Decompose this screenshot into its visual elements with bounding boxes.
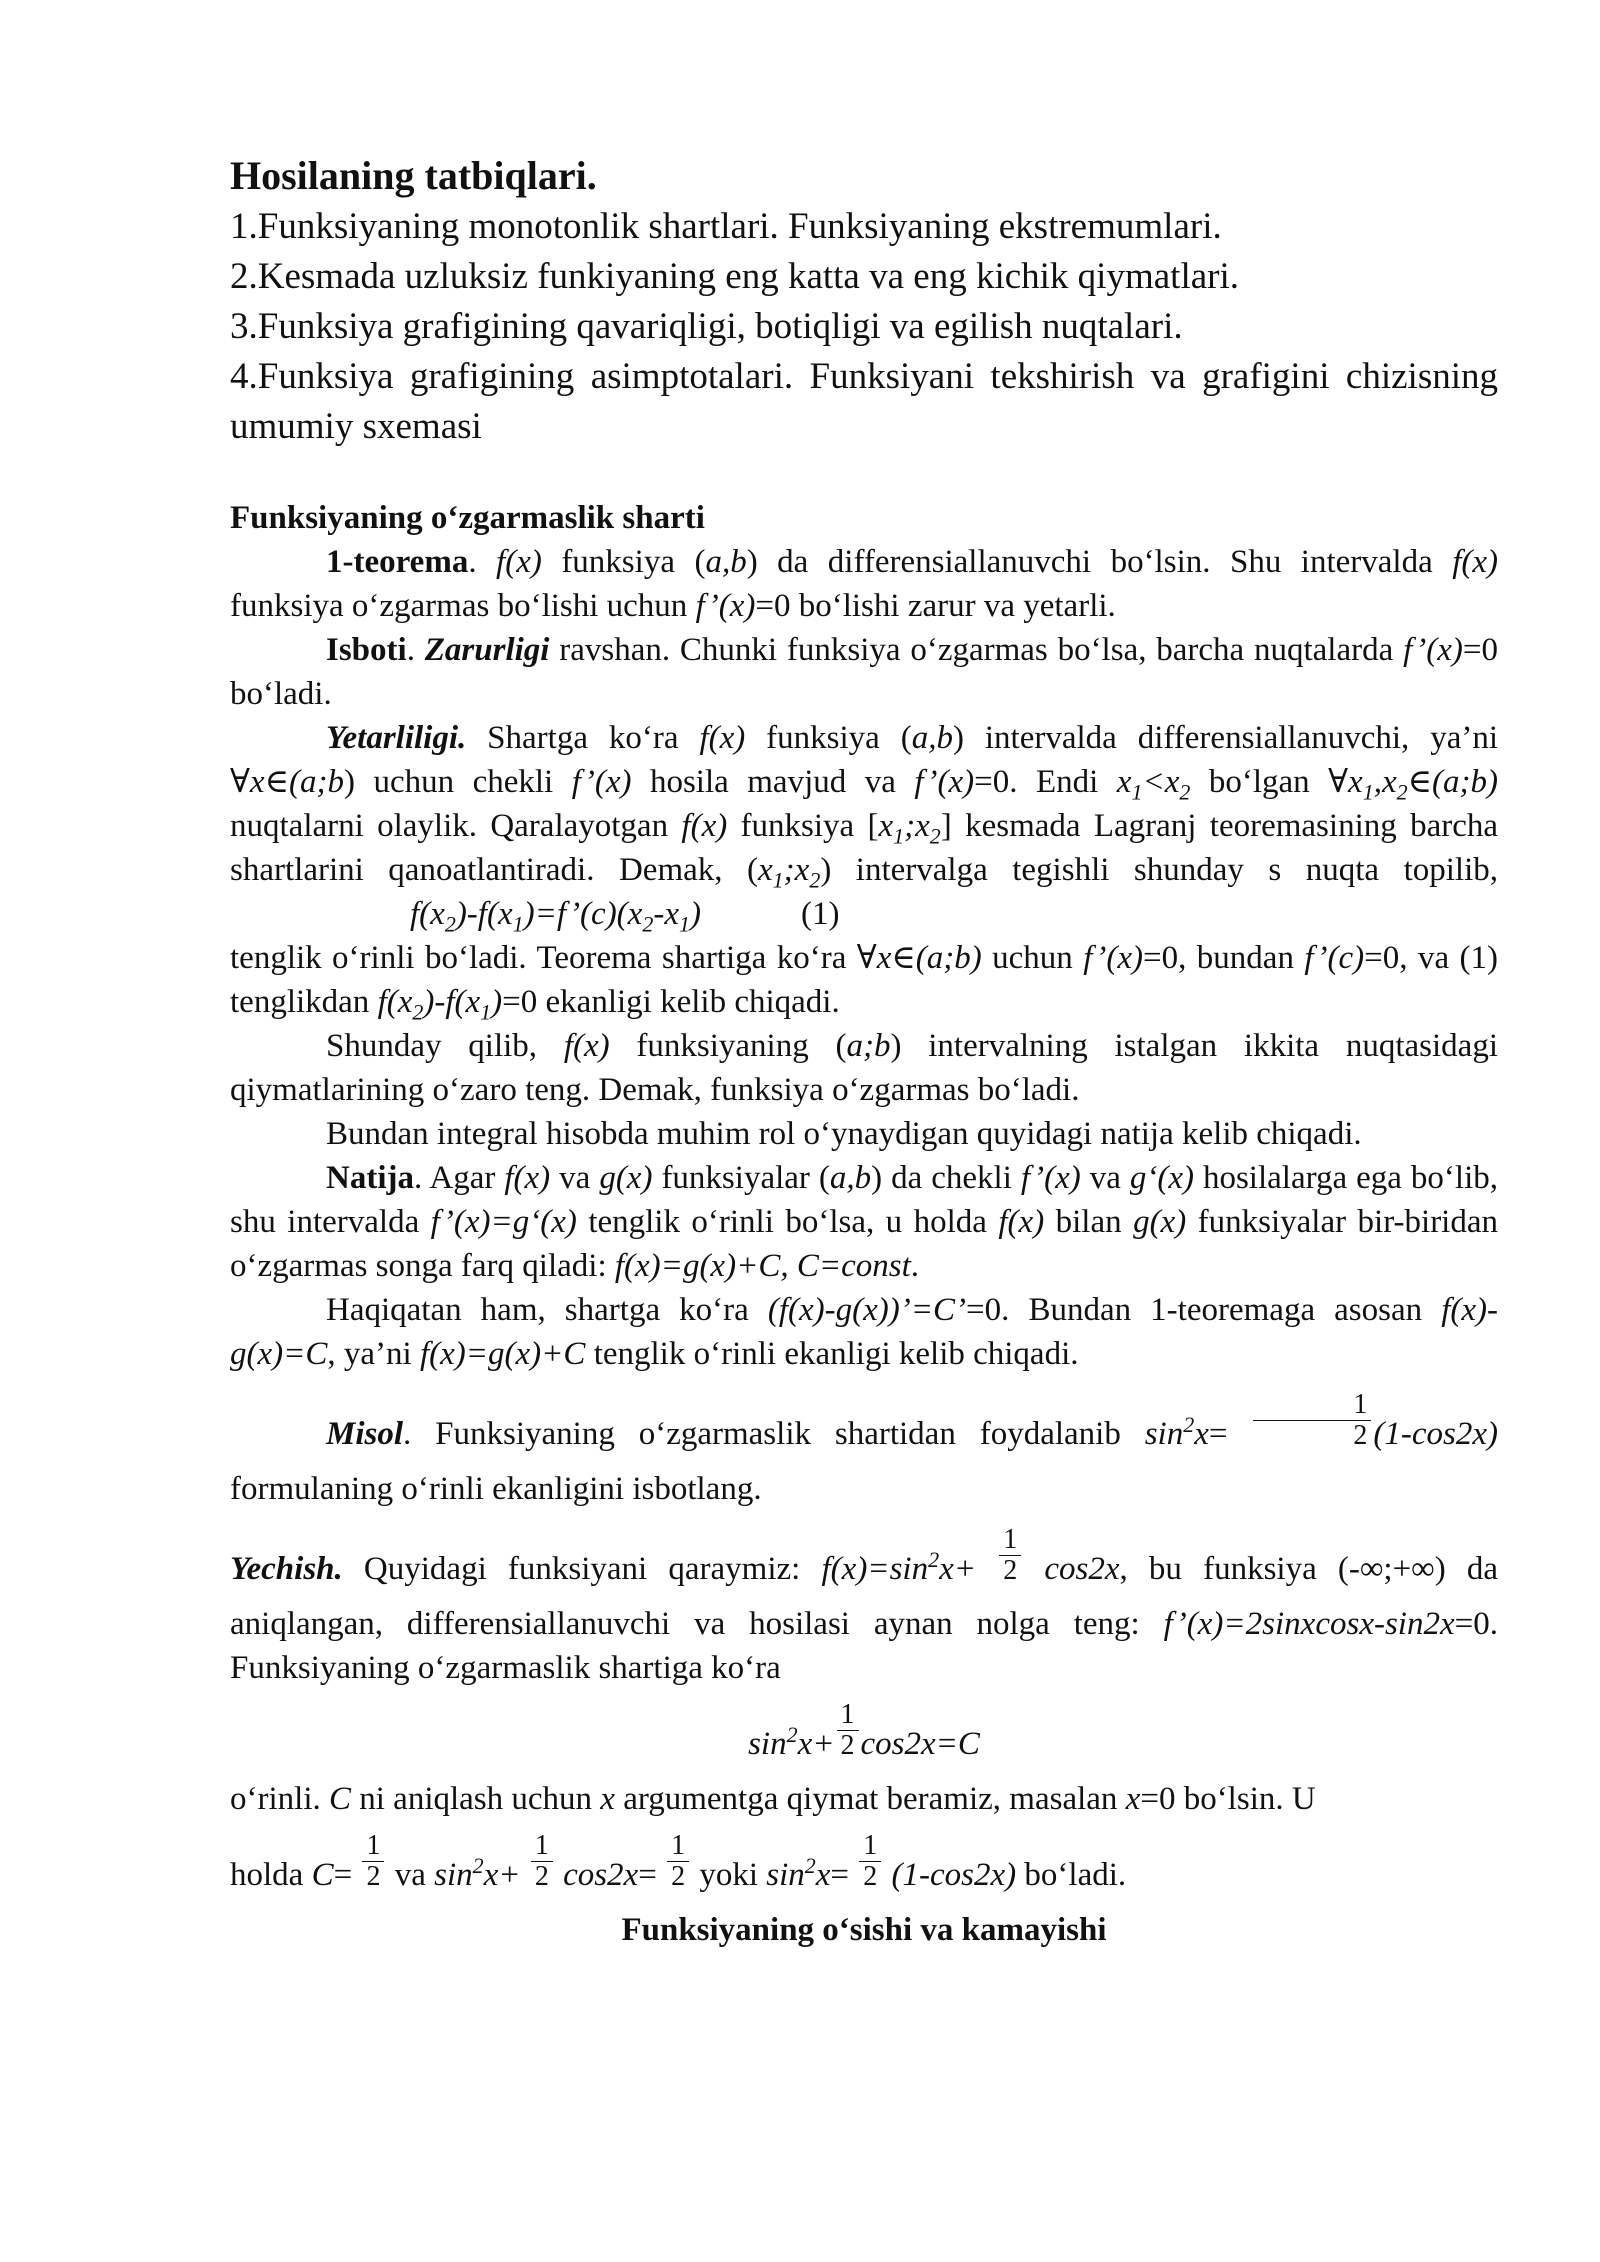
theorem-1: 1-teorema. f(x) funksiya (a,b) da differensiallanuvchi bo‘lsin. Shu intervalda f(x) funksiya o‘zgarmas bo‘lishi uchun f’(x)=0 bo‘lishi zarur va yetarli. (230, 544, 1499, 624)
integral-remark: Bundan integral hisobda muhim rol o‘ynaydigan quyidagi natija kelib chiqadi. (326, 1116, 1362, 1152)
proof-label: Isboti (326, 632, 407, 668)
topic-item-1: 1.Funksiyaning monotonlik shartlari. Funksiyaning ekstremumlari. (230, 206, 1222, 247)
solution-label: Yechish. (230, 1551, 343, 1588)
proof-sufficiency: Yetarliligi. Shartga ko‘ra f(x) funksiya (a,b) intervalda differensiallanuvchi, ya’ni ∀x∈(a;b) uchun chekli f’(x) hosila mavjud va f’(x)=0. Endi $x_1<x_2$ bo‘lgan $\forall x_1,x_2\in(a;b)$ nuqtalarni olaylik. Qaralayotgan f(x) funksiya $[x_1;x_2]$ kesmada Lagranj teoremasining barcha shartlarini qanoatlantiradi. Demak, $(x_1;x_2)$ intervalga tegishli shunday s nuqta topilib, $f(x_2)-f(x_1)=f’(c)(x_2-x_1)$ (1) (230, 720, 1498, 937)
fraction-half: $\frac{1}{2}$ (837, 1700, 859, 1761)
proof-continuation: tenglik o‘rinli bo‘ladi. Teorema shartiga ko‘ra ∀x∈(a;b) uchun f’(x)=0, bundan f’(c)=0, va (1) tenglikdan $f(x_2)-f(x_1)=0$ ekanligi kelib chiqadi. (230, 940, 1498, 1025)
section-title-monotonic: Funksiyaning o‘sishi va kamayishi (621, 1912, 1107, 1948)
topic-item-3: 3.Funksiya grafigining qavariqligi, botiqligi va egilish nuqtalari. (230, 306, 1183, 347)
identity-equation: $\sin^2x+$ $\frac{1}{2}$ cos2x=C (748, 1699, 980, 1763)
fraction-half: $\frac{1}{2}$ (999, 1525, 1021, 1586)
proof-conclusion: Shunday qilib, f(x) funksiyaning (a;b) intervalning istalgan ikkita nuqtasidagi qiymatlarining o‘zaro teng. Demak, funksiya o‘zgarmas bo‘ladi. (230, 1028, 1498, 1108)
corollary-proof: Haqiqatan ham, shartga ko‘ra (f(x)-g(x))’=C’=0. Bundan 1-teoremaga asosan f(x)-g(x)=C, ya’ni f(x)=g(x)+C tenglik o‘rinli ekanligi kelib chiqadi. (230, 1292, 1498, 1372)
section-title-constancy: Funksiyaning o‘zgarmaslik sharti (230, 500, 705, 536)
topic-item-4: 4.Funksiya grafigining asimptotalari. Funksiyani tekshirish va grafigini chizisning umumiy sxemasi (230, 356, 1498, 447)
document-page (230, 150, 1498, 1952)
sufficiency-label: Yetarliligi. (326, 720, 467, 756)
constant-determination: o‘rinli. C ni aniqlash uchun x argumentga qiymat beramiz, masalan x=0 bo‘lsin. U (230, 1781, 1316, 1817)
fraction-half: $\frac{1}{2}$ (531, 1831, 553, 1892)
topic-list (230, 202, 1498, 452)
proof-necessity: Isboti. Zarurligi ravshan. Chunki funksiya o‘zgarmas bo‘lsa, barcha nuqtalarda f’(x)=0 bo‘ladi. (230, 632, 1498, 712)
document-title: Hosilaning tatbiqlari. (230, 153, 597, 198)
fraction-half: $\frac{1}{2}$ (1253, 1390, 1371, 1451)
corollary-label: Natija (326, 1160, 414, 1196)
solution: Yechish. Quyidagi funksiyani qaraymiz: $f(x)=\sin^2x+$ $\frac{1}{2}$ cos2x, bu funksiya (-∞;+∞) da aniqlangan, differensiallanuvchi va hosilasi aynan nolga teng: f’(x)=2sinxcosx-sin2x=0. Funksiyaning o‘zgarmaslik shartiga ko‘ra (230, 1524, 1499, 1686)
fraction-half: $\frac{1}{2}$ (667, 1831, 689, 1892)
example: Misol. Funksiyaning o‘zgarmaslik shartidan foydalanib $\sin^2x=$ $\frac{1}{2}$ (1-cos2x) formulaning o‘rinli ekanligini isbotlang. (230, 1389, 1498, 1507)
necessity-label: Zarurligi (424, 632, 550, 668)
theorem-label: 1-teorema (326, 544, 469, 580)
final-result: holda C= $\frac{1}{2}$ va $\sin^2x+$ $\frac{1}{2}$ cos2x= $\frac{1}{2}$ yoki $\sin^2x=$ $\frac{1}{2}$ (1-cos2x) bo‘ladi. (230, 1830, 1127, 1894)
topic-item-2: 2.Kesmada uzluksiz funkiyaning eng katta va eng kichik qiymatlari. (230, 256, 1239, 297)
fraction-half: $\frac{1}{2}$ (362, 1831, 384, 1892)
corollary: Natija. Agar f(x) va g(x) funksiyalar (a,b) da chekli f’(x) va g‘(x) hosilalarga ega bo‘lib, shu intervalda f’(x)=g‘(x) tenglik o‘rinli bo‘lsa, u holda f(x) bilan g(x) funksiyalar bir-biridan o‘zgarmas songa farq qiladi: f(x)=g(x)+C, C=const. (230, 1160, 1498, 1284)
fraction-half: $\frac{1}{2}$ (859, 1831, 881, 1892)
example-label: Misol (326, 1416, 404, 1453)
